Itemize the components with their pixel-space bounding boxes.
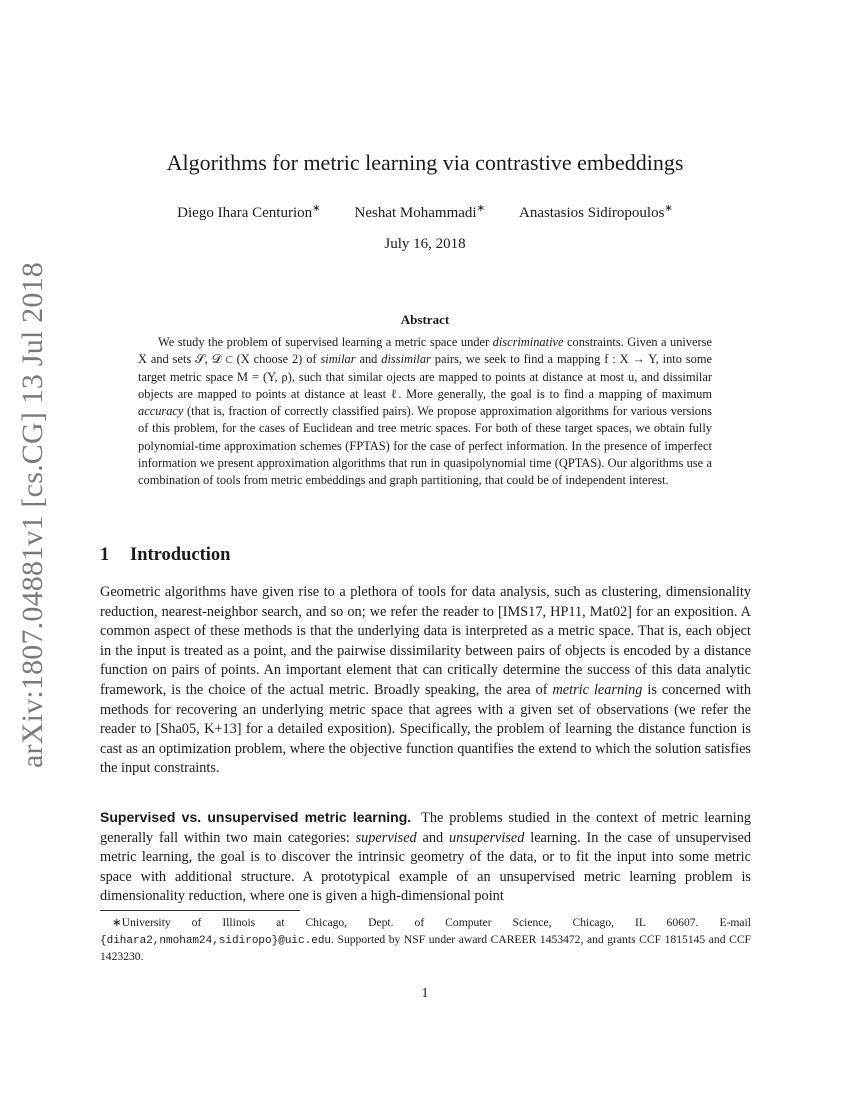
- footnote-divider: [100, 910, 300, 911]
- author: Diego Ihara Centurion∗: [177, 203, 321, 221]
- abstract-body: We study the problem of supervised learning a metric space under discriminative constraints. Given a universe X and sets 𝒮, 𝒟 ⊂ (X choose 2) of similar and dissimilar pairs, we seek to find a mapping f : X → Y, into some target metric space M = (Y, ρ), such that similar ojects are mapped to points at distance at most u, and dissimilar objects are mapped to points at distance at least ℓ. More generally, the goal is to find a mapping of maximum accuracy (that is, fraction of correctly classified pairs). We propose approximation algorithms for various versions of this problem, for the cases of Euclidean and tree metric spaces. For both of these target spaces, we obtain fully polynomial-time approximation schemes (FPTAS) for the case of perfect information. In the presence of imperfect information we present approximation algorithms that run in quasipolynomial time (QPTAS). Our algorithms use a combination of tools from metric embeddings and graph partitioning, that could be of independent interest.: [138, 335, 712, 488]
- abstract-heading: Abstract: [400, 312, 450, 327]
- author-emails: {dihara2,nmoham24,sidiropo}@uic.edu: [100, 934, 332, 947]
- section-title: Introduction: [130, 545, 231, 565]
- arxiv-identifier-stamp: [8, 262, 58, 768]
- introduction-paragraph: Geometric algorithms have given rise to a plethora of tools for data analysis, such as clustering, dimensionality reduction, nearest-neighbor search, and so on; we refer the reader to [IMS17, HP11, Mat02] for an exposition. A common aspect of these methods is that the underlying data is interpreted as a metric space. That is, each object in the input is treated as a point, and the pairwise dissimilarity between pairs of objects is encoded by a distance function on pairs of points. An important element that can critically determine the success of this data analytic framework, is the choice of the actual metric. Broadly speaking, the area of metric learning is concerned with methods for recovering an underlying metric space that agrees with a given set of observations (we refer the reader to [Sha05, K+13] for a detailed exposition). Specifically, the problem of learning the distance function is cast as an optimization problem, where the objective function quantifies the extend to which the solution satisfies the input constraints.: [100, 584, 752, 777]
- arxiv-identifier: arXiv:1807.04881v1 [cs.CG] 13 Jul 2018: [16, 262, 49, 768]
- footnote-affiliation: ∗University of Illinois at Chicago, Dept. of Computer Science, Chicago, IL 60607. E-mail {dihara2,nmoham24,sidiropo}@uic.edu. Supported by NSF under award CAREER 1453472, and grants CCF 1815145 and CCF 1423230.: [100, 916, 751, 963]
- section-heading-introduction: [100, 545, 750, 566]
- paper-title: Algorithms for metric learning via contrastive embeddings: [166, 150, 684, 175]
- paper-date: July 16, 2018: [384, 236, 466, 252]
- author-list: [100, 203, 750, 222]
- supervised-unsupervised-paragraph: Supervised vs. unsupervised metric learning. The problems studied in the context of metric learning generally fall within two main categories: supervised and unsupervised learning. In the case of unsupervised metric learning, the goal is to discover the intrinsic geometry of the data, or to fit the input into some metric space with additional structure. A prototypical example of an unsupervised metric learning problem is dimensionality reduction, where one is given a high-dimensional point: [100, 809, 751, 905]
- section-number: 1: [100, 545, 110, 565]
- paragraph-runin-heading: Supervised vs. unsupervised metric learning.: [100, 809, 412, 825]
- author: Anastasios Sidiropoulos∗: [518, 203, 673, 221]
- page-number: 1: [421, 986, 429, 1001]
- author: Neshat Mohammadi∗: [354, 203, 485, 221]
